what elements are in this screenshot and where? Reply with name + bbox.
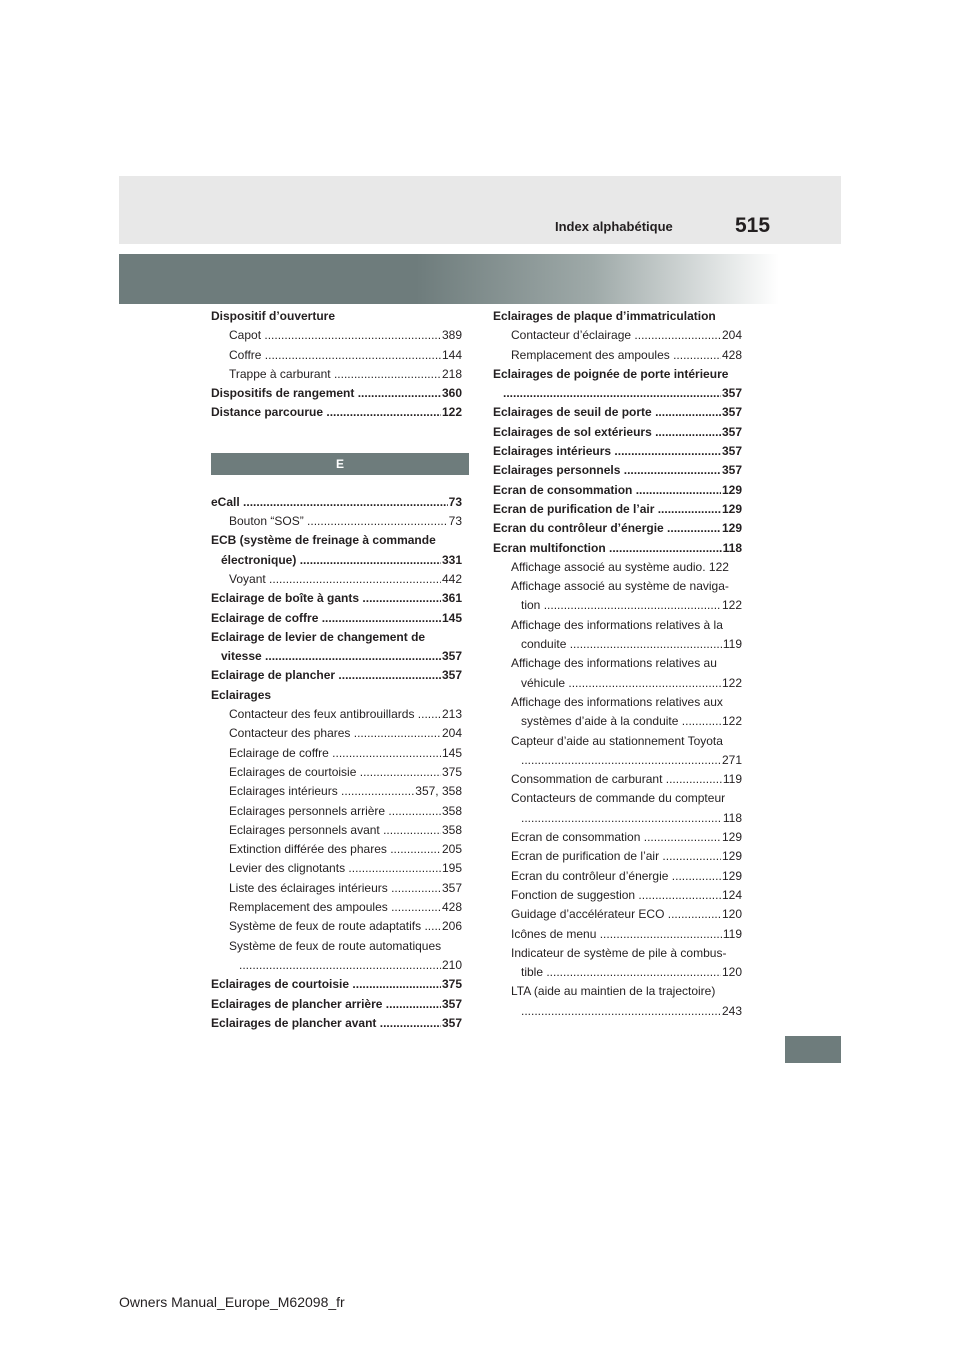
index-entry — [493, 982, 742, 1001]
index-entry-page: 205 — [441, 840, 462, 859]
index-entry — [493, 712, 742, 731]
index-entry-page: 375 — [441, 975, 462, 994]
index-entry — [493, 1002, 742, 1021]
index-entry-page: 357 — [441, 666, 462, 685]
index-entry-term: Eclairages de plancher arrière ..... — [211, 997, 462, 1011]
index-entry-term: Liste des éclairages intérieurs ..... — [229, 881, 462, 895]
index-entry-term: Eclairages de plaque d’immatriculation — [493, 309, 716, 323]
index-entry — [493, 539, 742, 558]
index-entry-term: eCall ..... — [211, 495, 462, 509]
index-entry-page: 119 — [722, 770, 742, 789]
index-entry — [493, 519, 742, 538]
index-entry-term: Ecran du contrôleur d’énergie ..... — [511, 869, 742, 883]
index-entry — [493, 500, 742, 519]
thumb-index-tab — [785, 1036, 841, 1063]
index-entry-page: 357 — [441, 647, 462, 666]
index-entry — [493, 384, 742, 403]
index-entry-page: 218 — [441, 365, 462, 384]
index-entry-page: 124 — [721, 886, 742, 905]
index-entry-term: Voyant ..... — [229, 572, 462, 586]
index-entry — [211, 686, 462, 705]
index-entry-term: Remplacement des ampoules ..... — [229, 900, 462, 914]
index-entry-term: Contacteur des feux antibrouillards ..... — [229, 707, 462, 721]
index-entry-page: 271 — [721, 751, 742, 770]
index-entry-term: Affichage des informations relatives à la — [511, 617, 723, 632]
index-entry-term: Ecran multifonction ..... — [493, 541, 742, 555]
index-entry-page: 357 — [721, 403, 742, 422]
index-entry-term — [503, 386, 742, 400]
index-entry — [211, 782, 462, 801]
header-gradient-band — [119, 254, 779, 304]
index-entry — [211, 403, 462, 422]
index-entry-page: 358 — [441, 821, 462, 840]
index-entry-term: Contacteur des phares ..... — [229, 726, 462, 740]
index-entry — [493, 828, 742, 847]
index-entry — [493, 789, 742, 808]
index-entry-page: 122 — [721, 596, 742, 615]
index-entry-term: conduite ..... — [521, 637, 742, 651]
index-entry — [493, 326, 742, 345]
index-entry-term: Affichage associé au système audio. 122 — [511, 559, 729, 574]
index-entry — [211, 666, 462, 685]
index-entry — [493, 925, 742, 944]
index-entry-page: 243 — [721, 1002, 742, 1021]
index-entry-page: 357 — [721, 442, 742, 461]
index-entry — [493, 307, 742, 326]
index-entry-page: 331 — [441, 551, 462, 570]
index-entry-term: Eclairages intérieurs ..... — [229, 784, 462, 798]
index-entry-term: LTA (aide au maintien de la trajectoire) — [511, 984, 716, 999]
index-entry — [493, 481, 742, 500]
index-entry — [493, 596, 742, 615]
index-entry-term: véhicule ..... — [521, 676, 742, 690]
index-entry — [211, 840, 462, 859]
index-entry-term: ECB (système de freinage à commande — [211, 533, 436, 548]
index-entry-term: Affichage associé au système de naviga- — [511, 579, 729, 594]
index-entry-page: 145 — [441, 744, 462, 763]
index-entry-term: Ecran du contrôleur d’énergie ..... — [493, 521, 742, 535]
index-entry-page: 122 — [721, 674, 742, 693]
index-entry-term: Système de feux de route automatiques — [229, 938, 442, 953]
index-entry-page: 204 — [721, 326, 742, 345]
index-group-e — [211, 493, 462, 1033]
index-entry-term: Eclairage de plancher ..... — [211, 668, 462, 682]
index-entry — [211, 512, 462, 531]
index-entry — [493, 963, 742, 982]
index-entry-page: 442 — [441, 570, 462, 589]
index-entry-term: Capot ..... — [229, 328, 462, 342]
index-entry-term: vitesse ..... — [221, 649, 462, 663]
index-entry — [493, 365, 742, 384]
index-entry-term: Coffre ..... — [229, 348, 462, 362]
index-entry-page: 129 — [721, 519, 742, 538]
index-entry-page: 195 — [441, 859, 462, 878]
index-entry — [211, 956, 462, 975]
index-entry — [493, 867, 742, 886]
index-entry — [493, 403, 742, 422]
index-entry-term: Indicateur de système de pile à combus- — [511, 945, 727, 960]
index-entry-term: Affichage des informations relatives aux — [511, 694, 723, 709]
index-entry-term: Eclairages personnels ..... — [493, 463, 742, 477]
index-entry-page: 357 — [721, 423, 742, 442]
index-entry-term: Eclairage de levier de changement de — [211, 629, 426, 644]
index-entry — [211, 493, 462, 512]
index-entry — [211, 898, 462, 917]
index-entry-page: 357 — [441, 1014, 462, 1033]
index-entry — [493, 442, 742, 461]
index-entry — [211, 647, 462, 666]
index-entry-page: 428 — [441, 898, 462, 917]
index-column-right — [493, 307, 742, 1021]
index-entry-page: 360 — [441, 384, 462, 403]
index-entry-page: 375 — [441, 763, 462, 782]
index-entry — [211, 628, 462, 647]
index-entry-term: Guidage d’accélérateur ECO ..... — [511, 907, 742, 921]
index-entry-page: 358 — [441, 802, 462, 821]
index-entry-term: Fonction de suggestion ..... — [511, 888, 742, 902]
index-entry-page: 145 — [441, 609, 462, 628]
index-entry-term: Trappe à carburant ..... — [229, 367, 462, 381]
index-entry — [493, 944, 742, 963]
index-entry — [211, 975, 462, 994]
index-entry-term: Eclairage de coffre ..... — [211, 611, 462, 625]
index-entry — [211, 531, 462, 550]
index-entry-page: 204 — [441, 724, 462, 743]
index-entry-page: 357 — [441, 879, 462, 898]
index-entry-page: 206 — [441, 917, 462, 936]
index-entry — [211, 589, 462, 608]
index-entry-term: Contacteurs de commande du compteur — [511, 791, 726, 806]
page-number: 515 — [735, 214, 771, 237]
index-entry-page: 129 — [721, 481, 742, 500]
index-entry — [211, 551, 462, 570]
index-entry-page: 389 — [441, 326, 462, 345]
index-entry — [493, 577, 742, 596]
index-entry — [493, 751, 742, 770]
index-entry-term — [521, 1004, 742, 1018]
index-entry-term: Eclairage de coffre ..... — [229, 746, 462, 760]
index-entry-term: Remplacement des ampoules ..... — [511, 348, 742, 362]
index-entry — [493, 423, 742, 442]
index-entry — [211, 326, 462, 345]
index-entry-page: 73 — [448, 493, 462, 512]
header-band — [119, 176, 841, 244]
index-entry-term: Eclairages de poignée de porte intérieure — [493, 366, 729, 381]
index-entry-term: Eclairages de plancher avant ..... — [211, 1016, 462, 1030]
index-entry-page: 129 — [721, 500, 742, 519]
index-entry-term: Dispositif d’ouverture — [211, 309, 336, 323]
index-entry-term: Eclairages personnels arrière ..... — [229, 804, 462, 818]
index-entry — [493, 635, 742, 654]
index-entry-term: systèmes d’aide à la conduite ..... — [521, 714, 742, 728]
index-entry — [211, 365, 462, 384]
index-entry — [211, 802, 462, 821]
index-entry-page: 119 — [722, 635, 742, 654]
index-entry-term: Extinction différée des phares ..... — [229, 842, 462, 856]
index-entry — [211, 995, 462, 1014]
index-entry-page: 357, 358 — [414, 782, 462, 801]
footer-document-id: Owners Manual_Europe_M62098_fr — [119, 1294, 345, 1310]
index-entry-term: Eclairages intérieurs ..... — [493, 444, 742, 458]
index-entry-page: 120 — [721, 963, 742, 982]
index-entry-page: 144 — [441, 346, 462, 365]
index-entry — [211, 744, 462, 763]
index-entry-term: Ecran de purification de l’air ..... — [493, 502, 742, 516]
index-entry-term: Eclairages — [211, 687, 272, 702]
index-entry — [493, 905, 742, 924]
index-entry-page: 357 — [721, 384, 742, 403]
index-entry — [493, 616, 742, 635]
index-entry-term: électronique) ..... — [221, 553, 462, 567]
index-entry — [211, 307, 462, 326]
index-entry — [493, 654, 742, 673]
index-entry-page: 129 — [721, 828, 742, 847]
index-entry — [493, 674, 742, 693]
index-entry-term: Eclairages personnels avant ..... — [229, 823, 462, 837]
index-entry-page: 122 — [721, 712, 742, 731]
index-entry — [493, 886, 742, 905]
index-entry — [493, 346, 742, 365]
index-entry-page: 213 — [441, 705, 462, 724]
index-entry-page: 120 — [721, 905, 742, 924]
index-entry-page: 119 — [722, 925, 742, 944]
index-entry — [493, 693, 742, 712]
index-entry-page: 210 — [441, 956, 462, 975]
index-entry-term: tible ..... — [521, 965, 742, 979]
index-group-right — [493, 307, 742, 1021]
index-entry-page: 129 — [721, 867, 742, 886]
index-entry — [211, 917, 462, 936]
index-entry-page: 118 — [722, 539, 742, 558]
index-entry-page: 357 — [441, 995, 462, 1014]
index-entry-term: Levier des clignotants ..... — [229, 861, 462, 875]
index-entry-term — [239, 958, 462, 972]
index-entry — [211, 609, 462, 628]
index-entry-page: 122 — [441, 403, 462, 422]
index-entry-term: Capteur d’aide au stationnement Toyota — [511, 733, 723, 748]
index-entry-term: Dispositifs de rangement ..... — [211, 386, 462, 400]
index-entry-term: Ecran de consommation ..... — [493, 483, 742, 497]
index-entry — [211, 705, 462, 724]
index-entry-term: Distance parcourue ..... — [211, 405, 462, 419]
index-entry — [211, 346, 462, 365]
index-entry — [211, 879, 462, 898]
index-entry-term: tion ..... — [521, 598, 742, 612]
index-entry — [211, 724, 462, 743]
index-entry-page: 357 — [721, 461, 742, 480]
index-entry-term: Ecran de purification de l’air ..... — [511, 849, 742, 863]
index-entry — [211, 859, 462, 878]
index-entry-term: Eclairages de courtoisie ..... — [229, 765, 462, 779]
index-entry — [493, 461, 742, 480]
index-entry — [211, 570, 462, 589]
index-entry — [211, 937, 462, 956]
index-entry — [493, 847, 742, 866]
index-entry-term: Bouton “SOS” ..... — [229, 514, 462, 528]
index-entry-term: Eclairage de boîte à gants ..... — [211, 591, 462, 605]
index-group-top — [211, 307, 462, 423]
index-entry-page: 129 — [721, 847, 742, 866]
index-entry — [493, 809, 742, 828]
index-column-left — [211, 307, 462, 1033]
index-entry-page: 73 — [448, 512, 462, 531]
index-entry-page: 118 — [722, 809, 742, 828]
index-entry-term: Eclairages de sol extérieurs ..... — [493, 425, 742, 439]
index-entry — [211, 384, 462, 403]
index-entry-term: Eclairages de seuil de porte ..... — [493, 405, 742, 419]
index-entry — [493, 732, 742, 751]
index-entry-term: Ecran de consommation ..... — [511, 830, 742, 844]
index-entry — [211, 821, 462, 840]
index-entry-term: Consommation de carburant ..... — [511, 772, 742, 786]
index-entry — [493, 558, 742, 577]
index-entry-term: Eclairages de courtoisie ..... — [211, 977, 462, 991]
index-entry-term: Contacteur d’éclairage ..... — [511, 328, 742, 342]
index-entry-term: Système de feux de route adaptatifs ..... — [229, 919, 462, 933]
index-entry-term: Affichage des informations relatives au — [511, 656, 717, 671]
index-entry — [211, 1014, 462, 1033]
index-entry — [493, 770, 742, 789]
index-entry-term — [521, 811, 742, 825]
letter-heading-e: E — [211, 453, 469, 475]
index-entry — [211, 763, 462, 782]
section-title: Index alphabétique — [555, 219, 673, 234]
index-entry-term — [521, 753, 742, 767]
index-entry-term: Icônes de menu ..... — [511, 927, 742, 941]
index-entry-page: 361 — [441, 589, 462, 608]
index-entry-page: 428 — [721, 346, 742, 365]
